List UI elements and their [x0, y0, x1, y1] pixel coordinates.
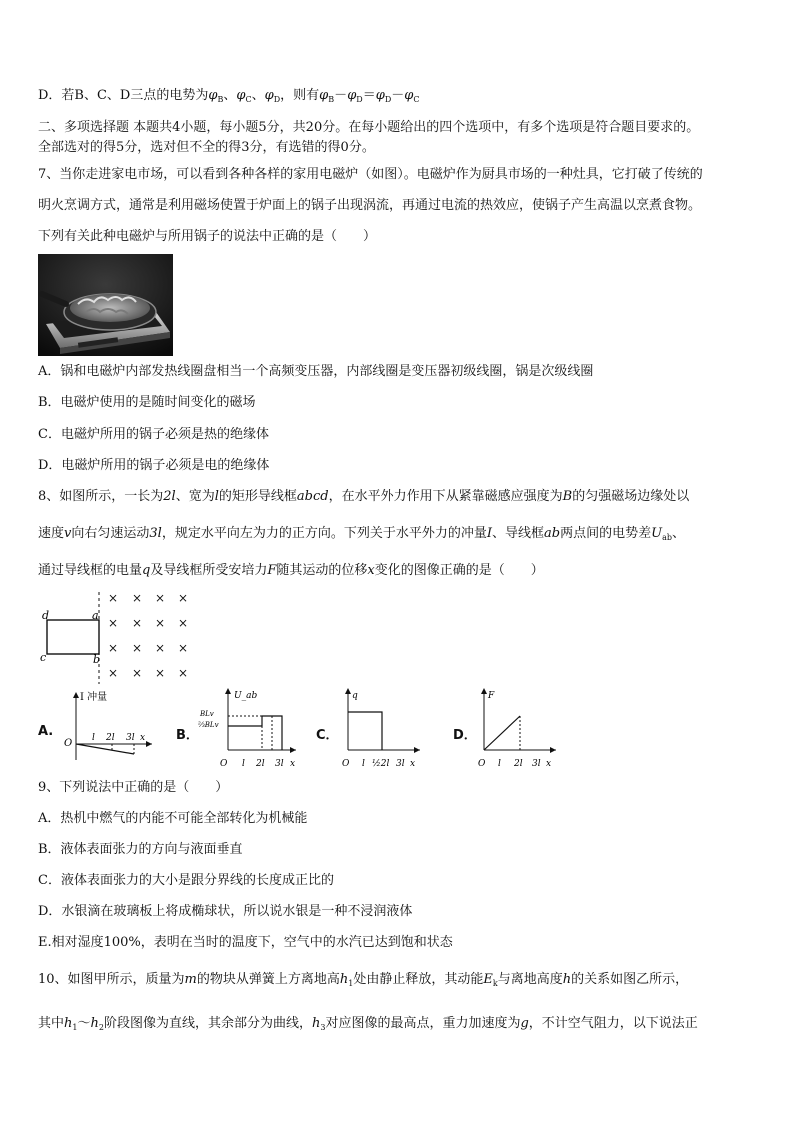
- graph-a-origin: O: [64, 738, 73, 749]
- graph-d-tick-2l: 2l: [514, 759, 523, 769]
- q8-stem-line3: 通过导线框的电量q及导线框所受安培力F随其运动的位移x变化的图像正确的是（ ）: [38, 563, 544, 578]
- graph-b-origin: O: [220, 759, 228, 769]
- corner-a-label: a: [92, 609, 99, 622]
- field-mark: ×: [155, 616, 166, 630]
- field-mark: ×: [155, 666, 166, 680]
- field-mark: ×: [155, 591, 166, 605]
- corner-c-label: c: [40, 651, 47, 664]
- graph-b-ytick-low: ⅔BLv: [198, 721, 219, 729]
- graph-c-tick-2l: ½2l: [372, 759, 390, 769]
- graph-c-xlabel: x: [410, 759, 416, 769]
- graph-d-origin: O: [478, 759, 486, 769]
- graph-a-tick-2l: 2l: [106, 733, 115, 743]
- q7-stem-line3: 下列有关此种电磁炉与所用锅子的说法中正确的是（ ）: [38, 229, 377, 244]
- field-mark: ×: [178, 616, 189, 630]
- q8-option-c-label: C．: [316, 728, 339, 743]
- section-title: 二、多项选择题 本题共4小题，每小题5分，共20分。在每小题给出的四个选项中，有多个选项是符合题目要求的。: [38, 120, 700, 135]
- field-mark: ×: [155, 641, 166, 655]
- graph-b-tick-2l: 2l: [256, 759, 265, 769]
- q7-option-c: C．电磁炉所用的锅子必须是热的绝缘体: [38, 427, 269, 442]
- prev-question-option-d: D．若B、C、D三点的电势为$\varphi_B$、$\varphi_C$、$\varphi_D$，则有$\varphi_B-\varphi_D=\varphi_D-\varphi_C$: [38, 88, 420, 104]
- q7-option-b: B．电磁炉使用的是随时间变化的磁场: [38, 395, 256, 410]
- frame-field-figure: [38, 590, 198, 690]
- graph-a-ylabel: I 冲量: [80, 692, 108, 703]
- field-marks: [108, 591, 188, 680]
- graph-d-tick-3l: 3l: [532, 759, 541, 769]
- corner-d-label: d: [42, 609, 50, 622]
- q7-option-a: A．锅和电磁炉内部发热线圈盘相当一个高频变压器，内部线圈是变压器初级线圈，锅是次级线圈: [38, 364, 594, 379]
- graph-a-xlabel: x: [140, 733, 146, 743]
- graph-c-tick-l: l: [362, 759, 365, 769]
- field-mark: ×: [108, 591, 119, 605]
- q8-graph-d: [474, 686, 564, 776]
- q10-stem-line2: 其中$h_1\sim h_2$阶段图像为直线，其余部分为曲线，$h_3$对应图像的最高点，重力加速度为g，不计空气阻力，以下说法正: [38, 1016, 698, 1032]
- graph-b-xlabel: x: [290, 759, 296, 769]
- graph-c-tick-3l: 3l: [396, 759, 405, 769]
- field-mark: ×: [132, 666, 143, 680]
- q10-stem-line1: 10、如图甲所示，质量为m的物块从弹簧上方离地高$h_1$处由静止释放，其动能$E_k$与离地高度h的关系如图乙所示，: [38, 972, 689, 988]
- q7-stem-line1: 7、当你走进家电市场，可以看到各种各样的家用电磁炉（如图）。电磁炉作为厨具市场的一种灶具，它打破了传统的: [38, 167, 703, 182]
- field-mark: ×: [108, 616, 119, 630]
- q9-option-a: A．热机中燃气的内能不可能全部转化为机械能: [38, 811, 308, 826]
- field-mark: ×: [178, 666, 189, 680]
- graph-a-tick-3l: 3l: [126, 733, 135, 743]
- q9-option-b: B．液体表面张力的方向与液面垂直: [38, 842, 243, 857]
- field-mark: ×: [108, 666, 119, 680]
- q9-stem: 9、下列说法中正确的是（ ）: [38, 780, 229, 795]
- field-mark: ×: [178, 641, 189, 655]
- q8-stem-line1: 8、如图所示，一长为2l、宽为l的矩形导线框abcd，在水平外力作用下从紧靠磁感应强度为B的匀强磁场边缘处以: [38, 489, 690, 504]
- q7-option-d: D．电磁炉所用的锅子必须是电的绝缘体: [38, 458, 270, 473]
- q9-option-d: D．水银滴在玻璃板上将成椭球状，所以说水银是一种不浸润液体: [38, 904, 413, 919]
- q8-graph-a: [60, 688, 160, 772]
- field-mark: ×: [108, 641, 119, 655]
- field-mark: ×: [132, 641, 143, 655]
- field-mark: ×: [132, 616, 143, 630]
- q8-option-b-label: B．: [176, 728, 199, 743]
- q8-stem-line2: 速度v向右匀速运动3l，规定水平向左为力的正方向。下列关于水平外力的冲量I、导线框ab两点间的电势差$U_{ab}$、: [38, 526, 685, 542]
- wire-frame: [47, 620, 99, 654]
- graph-d-xlabel: x: [546, 759, 552, 769]
- graph-b-tick-3l: 3l: [275, 759, 284, 769]
- graph-b-tick-l: l: [242, 759, 245, 769]
- q8-graph-b: [198, 686, 298, 776]
- induction-cooker-photo: [38, 254, 173, 356]
- q8-option-a-label: A.: [38, 724, 54, 739]
- graph-a-tick-l: l: [92, 733, 95, 743]
- q7-stem-line2: 明火烹调方式，通常是利用磁场使置于炉面上的锅子出现涡流，再通过电流的热效应，使锅子产生高温以烹煮食物。: [38, 198, 702, 213]
- graph-d-ylabel: F: [488, 691, 495, 701]
- field-mark: ×: [132, 591, 143, 605]
- graph-c-origin: O: [342, 759, 350, 769]
- corner-b-label: b: [93, 653, 101, 666]
- graph-d-tick-l: l: [498, 759, 501, 769]
- graph-c-ylabel: q: [352, 691, 358, 701]
- q9-option-c: C．液体表面张力的大小是跟分界线的长度成正比的: [38, 873, 334, 888]
- section-rule: 全部选对的得5分，选对但不全的得3分，有选错的得0分。: [38, 140, 375, 155]
- graph-b-ylabel: U_ab: [234, 691, 258, 701]
- q8-option-d-label: D．: [453, 728, 477, 743]
- q9-option-e: E.相对湿度100%，表明在当时的温度下，空气中的水汽已达到饱和状态: [38, 935, 453, 950]
- graph-b-ytick-high: BLv: [200, 710, 214, 718]
- field-mark: ×: [178, 591, 189, 605]
- q8-graph-c: [338, 686, 428, 776]
